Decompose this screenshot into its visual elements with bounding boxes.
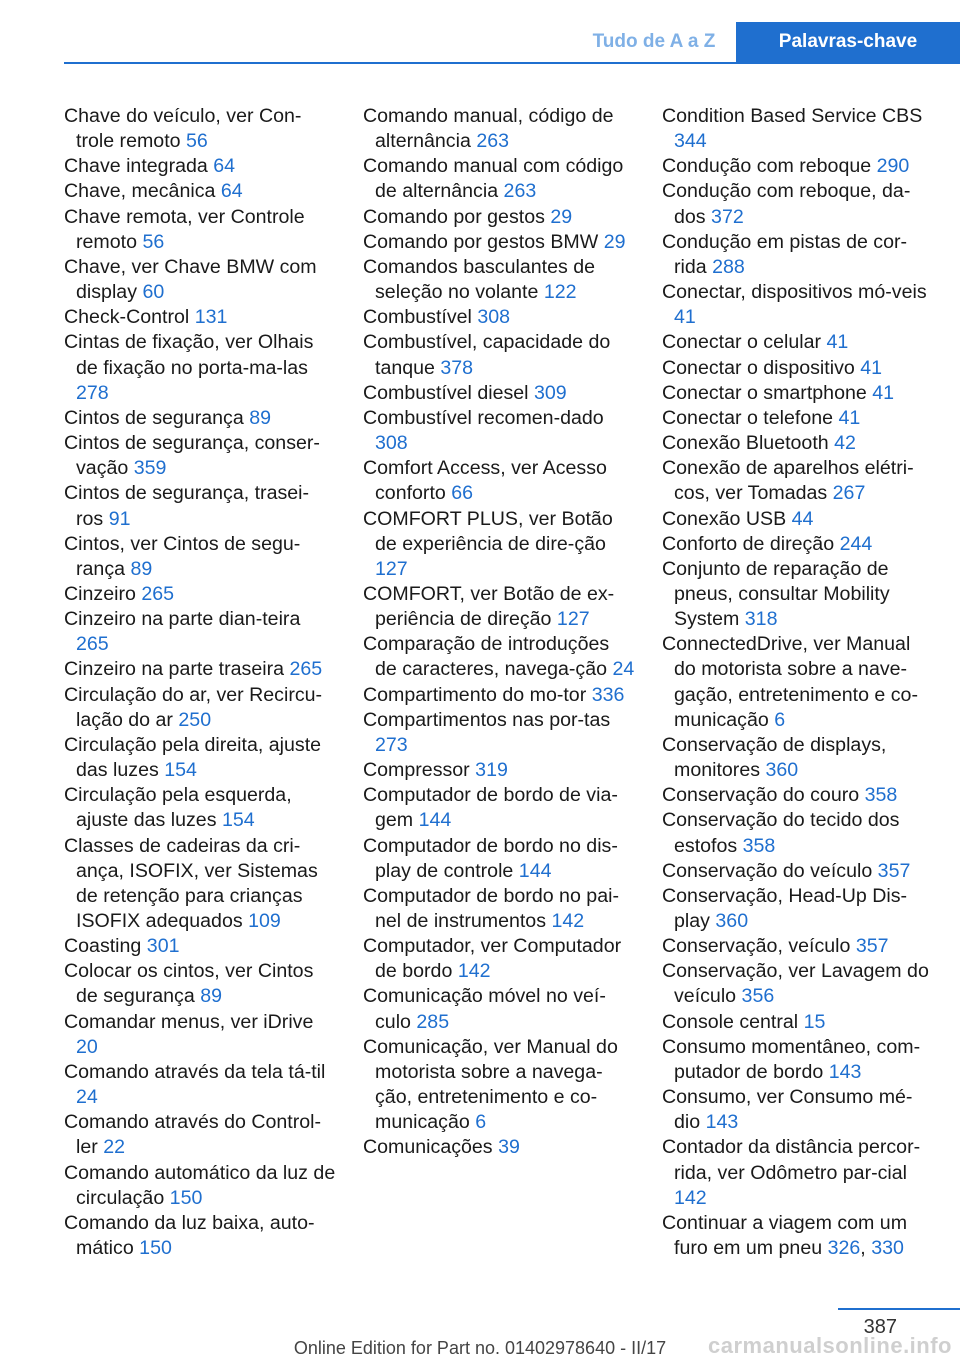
index-entry xyxy=(662,280,936,330)
index-entry xyxy=(662,356,936,381)
index-entry-text: Cinzeiro xyxy=(64,582,136,605)
index-entry xyxy=(64,1010,336,1060)
index-entry xyxy=(64,934,336,959)
page-link[interactable]: 154 xyxy=(221,809,255,832)
page-link[interactable]: 41 xyxy=(674,306,696,329)
page-link[interactable]: 89 xyxy=(130,557,153,580)
page-link[interactable]: 265 xyxy=(141,582,175,605)
index-entry xyxy=(363,255,635,305)
index-entry-text: Condução com reboque, da-dos xyxy=(662,180,911,228)
index-entry xyxy=(363,758,635,783)
index-entry xyxy=(64,834,336,935)
index-entry-text: Conservação, veículo xyxy=(662,935,851,958)
index-entry xyxy=(363,205,635,230)
index-entry xyxy=(64,179,336,204)
page-link[interactable]: 89 xyxy=(249,406,271,429)
page-link[interactable]: 290 xyxy=(876,155,910,178)
page-link[interactable]: 288 xyxy=(712,255,745,278)
page-link[interactable]: 150 xyxy=(139,1237,172,1260)
index-entry xyxy=(662,230,936,280)
index-entry xyxy=(363,1035,635,1136)
index-entry xyxy=(662,154,936,179)
page-link[interactable]: 273 xyxy=(375,733,408,756)
page-number: 387 xyxy=(863,1316,897,1338)
index-entry xyxy=(363,154,635,204)
page-link[interactable]: 64 xyxy=(213,155,236,178)
page-link[interactable]: 244 xyxy=(839,532,873,555)
index-entry xyxy=(662,431,936,456)
index-entry-text: Comunicação móvel no veí-culo xyxy=(363,985,606,1033)
subsection-tab[interactable]: Palavras-chave xyxy=(736,22,960,62)
index-entry xyxy=(363,582,635,632)
index-entry xyxy=(64,205,336,255)
index-entry xyxy=(64,305,336,330)
index-entry-text: Coasting xyxy=(64,935,142,958)
index-entry-text: Condução em pistas de cor-rida xyxy=(662,230,908,278)
index-entry-text: Consumo, ver Consumo mé-dio xyxy=(662,1086,913,1134)
index-entry-text: Compartimento do mo-tor xyxy=(363,683,587,706)
page-link[interactable]: 144 xyxy=(518,859,552,882)
index-entry xyxy=(363,783,635,833)
index-entry-text: Conectar o celular xyxy=(662,331,822,354)
index-entry-text: Comunicação, ver Manual do motorista sobre a navega-ção, entretenimento e co-municação xyxy=(363,1035,618,1134)
index-entry xyxy=(363,884,635,934)
index-entry-text: ConnectedDrive, ver Manual do motorista sobre a nave-gação, entretenimento e co-municação xyxy=(662,633,918,731)
page-link[interactable]: 144 xyxy=(418,809,452,832)
index-entry-text: Comfort Access, ver Acesso conforto xyxy=(363,457,607,505)
page-link[interactable]: 263 xyxy=(503,180,537,203)
page-link[interactable]: 360 xyxy=(765,759,799,782)
index-entry-text: Circulação pela direita, ajuste das luzes xyxy=(64,733,322,782)
page-link[interactable]: 143 xyxy=(828,1060,862,1083)
index-entry xyxy=(662,859,936,884)
page-link[interactable]: 360 xyxy=(715,910,749,932)
page-link[interactable]: 131 xyxy=(194,306,228,329)
index-entry xyxy=(363,632,635,682)
page-link[interactable]: 356 xyxy=(741,985,775,1008)
index-entry-text: Combustível recomen-dado xyxy=(363,406,604,429)
page-link[interactable]: 41 xyxy=(872,381,895,404)
index-entry-text: Contador da distância percor-rida, ver Odômetro par-cial xyxy=(662,1136,921,1184)
index-entry-text: Computador de bordo no pai-nel de instrumentos xyxy=(363,884,619,932)
page-link[interactable]: 39 xyxy=(498,1136,520,1159)
index-entry-text: Comando manual, código de alternância xyxy=(363,105,614,153)
page-link[interactable]: 56 xyxy=(186,130,208,153)
index-entry xyxy=(64,783,336,833)
index-entry-text: Computador de bordo de via-gem xyxy=(363,784,618,832)
index-entry-text: Comunicações xyxy=(363,1136,493,1159)
page-link[interactable]: 41 xyxy=(838,406,861,429)
index-entry-text: Comando manual com código de alternância xyxy=(363,155,624,203)
index-entry-text: Conexão Bluetooth xyxy=(662,432,829,455)
index-entry xyxy=(64,431,336,481)
index-entry xyxy=(64,1110,336,1160)
index-entry-text: Compressor xyxy=(363,759,470,782)
index-entry xyxy=(662,381,936,406)
index-entry-text: Combustível xyxy=(363,306,472,329)
page-link[interactable]: 150 xyxy=(169,1186,203,1209)
index-entry xyxy=(64,683,336,733)
index-entry-text: COMFORT, ver Botão de ex-periência de direção xyxy=(363,582,615,631)
page-link[interactable]: 41 xyxy=(860,356,883,379)
index-entry xyxy=(662,179,936,229)
index-entry-text: Comando por gestos BMW xyxy=(363,230,599,253)
index-entry-text: Conjunto de reparação de pneus, consultar Mobility System xyxy=(662,557,890,631)
page-link[interactable]: 122 xyxy=(543,281,577,304)
index-entry-text: Conservação do tecido dos estofos xyxy=(662,809,900,857)
page-link[interactable]: 24 xyxy=(612,658,635,681)
page-link[interactable]: 142 xyxy=(457,960,491,983)
index-entry-text: Cintos de segurança, conser-vação xyxy=(64,432,320,480)
index-entry-text: Conectar o smartphone xyxy=(662,381,867,404)
index-entry xyxy=(662,104,936,154)
page-link[interactable]: 344 xyxy=(674,130,707,153)
index-entry-text: Chave do veículo, ver Con-trole remoto xyxy=(64,105,302,153)
page-link[interactable]: 336 xyxy=(591,683,625,706)
index-entry-text: Cinzeiro na parte traseira xyxy=(64,658,284,681)
page-link[interactable]: 250 xyxy=(178,708,212,731)
page-link[interactable]: 64 xyxy=(220,180,243,203)
page-link[interactable]: 89 xyxy=(200,985,222,1008)
page-link[interactable]: 20 xyxy=(76,1035,98,1058)
index-entry xyxy=(662,783,936,808)
index-column-1 xyxy=(64,104,336,1261)
index-entry xyxy=(363,381,635,406)
index-entry-text: Comandar menus, ver iDrive xyxy=(64,1010,314,1033)
index-entry-text: Conservação, ver Lavagem do veículo xyxy=(662,960,929,1008)
index-entry-text: Computador de bordo no dis-play de controle xyxy=(363,834,618,882)
index-entry-text: Conexão USB xyxy=(662,507,787,530)
page-link[interactable]: 56 xyxy=(142,230,165,253)
index-entry-text: Chave, ver Chave BMW com display xyxy=(64,255,317,304)
index-entry: Continuar a viagem com um furo em um pneu 326, 330 xyxy=(662,1211,908,1260)
index-entry-text: Cinzeiro na parte dian-teira xyxy=(64,608,301,631)
index-entry-text: Conservação do veículo xyxy=(662,859,873,882)
page-link[interactable]: 29 xyxy=(550,205,573,228)
index-column-3 xyxy=(662,104,936,1261)
index-entry xyxy=(662,959,936,1009)
index-entry xyxy=(64,481,336,531)
section-tab[interactable]: Tudo de A a Z xyxy=(592,31,716,52)
index-entry xyxy=(363,507,635,582)
index-entry xyxy=(662,557,936,632)
index-entry-text: Circulação pela esquerda, ajuste das luzes xyxy=(64,784,292,832)
index-entry xyxy=(662,406,936,431)
page-link[interactable]: 318 xyxy=(744,608,778,631)
header-rule xyxy=(64,62,960,64)
index-entry xyxy=(64,330,336,405)
page-link[interactable]: 263 xyxy=(476,130,510,153)
index-entry xyxy=(363,1135,635,1160)
index-entry-text: Conservação de displays, monitores xyxy=(662,733,887,782)
watermark-text: carmanualsonline.info xyxy=(708,1333,952,1358)
index-entry xyxy=(64,255,336,305)
page-link[interactable]: 15 xyxy=(803,1010,826,1033)
page-link[interactable]: 127 xyxy=(556,608,590,631)
index-entry-text: Comando por gestos xyxy=(363,205,545,228)
page-link[interactable]: 127 xyxy=(375,557,408,580)
index-entry xyxy=(363,834,635,884)
page-link[interactable]: 142 xyxy=(674,1186,707,1209)
page-link[interactable]: 66 xyxy=(451,482,474,505)
index-entry xyxy=(662,507,936,532)
index-entry xyxy=(662,632,936,733)
page-link[interactable]: 42 xyxy=(834,432,856,455)
index-entry-text: Circulação do ar, ver Recircu-lação do ar xyxy=(64,683,323,731)
page-link[interactable]: 154 xyxy=(164,759,197,782)
page-link[interactable]: 358 xyxy=(742,834,776,857)
page-link[interactable]: 143 xyxy=(705,1111,739,1134)
page-link[interactable]: 24 xyxy=(76,1086,98,1109)
page-link[interactable]: 265 xyxy=(289,658,323,681)
page-link[interactable]: 278 xyxy=(76,381,109,404)
index-entry-text: Compartimentos nas por-tas xyxy=(363,708,611,731)
page-link[interactable]: 319 xyxy=(475,759,508,782)
index-entry xyxy=(662,884,936,934)
page-link[interactable]: 308 xyxy=(375,432,408,455)
page-link[interactable]: 265 xyxy=(76,633,109,656)
index-entry-text: Computador, ver Computador de bordo xyxy=(363,935,622,983)
index-entry xyxy=(662,808,936,858)
index-entry xyxy=(363,984,635,1034)
index-entry xyxy=(64,657,336,682)
index-entry-text: Comparação de introduções de caracteres, navega-ção xyxy=(363,633,610,681)
index-entry xyxy=(662,532,936,557)
index-entry xyxy=(64,532,336,582)
index-entry-text: Comando automático da luz de circulação xyxy=(64,1161,336,1209)
index-entry-text: Chave integrada xyxy=(64,155,208,178)
index-entry xyxy=(662,456,936,506)
footer-edition: Online Edition for Part no. 01402978640 - II/17 xyxy=(293,1338,667,1358)
page-link[interactable]: 91 xyxy=(108,507,131,530)
index-column-2 xyxy=(363,104,635,1161)
index-entry xyxy=(64,1211,336,1261)
index-entry-text: Combustível diesel xyxy=(363,381,529,404)
page-link[interactable]: 326 xyxy=(827,1237,861,1260)
index-entry xyxy=(662,1035,936,1085)
page-link[interactable]: 109 xyxy=(248,910,281,932)
index-entry-text: Cintos, ver Cintos de segu-rança xyxy=(64,532,301,580)
index-entry xyxy=(64,582,336,607)
index-entry xyxy=(363,683,635,708)
index-entry xyxy=(64,1161,336,1211)
index-entry xyxy=(64,1060,336,1110)
page-link[interactable]: 301 xyxy=(146,935,180,958)
index-entry-text: Continuar a viagem com um furo em um pneu xyxy=(662,1211,908,1260)
index-entry-text: Cintas de fixação, ver Olhais de fixação no porta-ma-las xyxy=(64,331,314,379)
index-entry xyxy=(64,154,336,179)
index-entry-text: Conexão de aparelhos elétri-cos, ver Tomadas xyxy=(662,457,914,505)
page-link[interactable]: 6 xyxy=(774,708,786,731)
page-link[interactable]: 285 xyxy=(416,1010,450,1033)
index-entry xyxy=(64,959,336,1009)
index-entry-text: Chave, mecânica xyxy=(64,180,216,203)
page-link[interactable]: 44 xyxy=(791,507,814,530)
page-link[interactable]: 29 xyxy=(603,230,626,253)
index-entry xyxy=(363,330,635,380)
index-entry-text: Conforto de direção xyxy=(662,532,835,555)
page-link[interactable]: 267 xyxy=(832,482,866,505)
index-entry-text: Comandos basculantes de seleção no volante xyxy=(363,255,596,304)
index-entry-text: Comando da luz baixa, auto-mático xyxy=(64,1211,315,1260)
index-entry-text: Condition Based Service CBS xyxy=(662,105,923,127)
index-entry-text: Comando através do Control-ler xyxy=(64,1111,322,1159)
index-entry-text: Chave remota, ver Controle remoto xyxy=(64,205,305,253)
page-link[interactable]: 60 xyxy=(142,281,165,304)
page-link[interactable]: 41 xyxy=(826,331,849,354)
index-entry-text: Check-Control xyxy=(64,306,190,329)
page-link[interactable]: 359 xyxy=(133,457,167,480)
index-entry-text: Combustível, capacidade do tanque xyxy=(363,331,611,379)
index-entry-text: Conectar o dispositivo xyxy=(662,356,855,379)
footer-rule xyxy=(838,1308,960,1310)
index-entry xyxy=(662,330,936,355)
index-entry xyxy=(363,934,635,984)
index-entry-text: Conservação do couro xyxy=(662,784,860,807)
index-entry xyxy=(662,1135,936,1210)
page-link[interactable]: 22 xyxy=(103,1136,126,1159)
index-entry-text: Conectar, dispositivos mó-veis xyxy=(662,281,927,304)
page-link[interactable]: 330 xyxy=(871,1237,904,1260)
index-entry xyxy=(64,104,336,154)
page-link[interactable]: 357 xyxy=(877,859,911,882)
index-entry xyxy=(363,708,635,758)
page-link[interactable]: 309 xyxy=(534,381,567,404)
index-entry xyxy=(363,305,635,330)
index-entry-text: COMFORT PLUS, ver Botão de experiência de dire-ção xyxy=(363,507,613,555)
page-link[interactable]: 6 xyxy=(475,1111,487,1134)
page-link[interactable]: 357 xyxy=(855,935,889,958)
index-entry-text: Classes de cadeiras da cri-ança, ISOFIX, ver Sistemas de retenção para crianças ISOFIX adequados xyxy=(64,834,318,932)
page-link[interactable]: 308 xyxy=(477,306,511,329)
index-entry xyxy=(64,406,336,431)
index-entry-text: Consumo momentâneo, com-putador de bordo xyxy=(662,1035,921,1083)
index-entry xyxy=(64,733,336,783)
index-entry-text: Conectar o telefone xyxy=(662,406,834,429)
index-entry xyxy=(363,456,635,506)
index-entry-text: Conservação, Head-Up Dis-play xyxy=(662,884,908,932)
index-entry xyxy=(662,1085,936,1135)
page-link[interactable]: 378 xyxy=(440,356,474,379)
index-entry-text: Cintos de segurança xyxy=(64,406,244,429)
page-link[interactable]: 358 xyxy=(864,784,898,807)
index-entry-text: Comando através da tela tá-til xyxy=(64,1060,326,1083)
index-entry xyxy=(363,406,635,456)
index-entry xyxy=(363,104,635,154)
index-entry xyxy=(363,230,635,255)
index-entry xyxy=(64,607,336,657)
page-link[interactable]: 372 xyxy=(711,205,744,228)
page-link[interactable]: 142 xyxy=(551,910,585,932)
index-entry-text: Condução com reboque xyxy=(662,155,872,178)
index-entry xyxy=(662,733,936,783)
index-entry-text: Cintos de segurança, trasei-ros xyxy=(64,482,310,530)
index-entry xyxy=(662,934,936,959)
index-entry xyxy=(662,1010,936,1035)
index-entry-text: Colocar os cintos, ver Cintos de segurança xyxy=(64,960,314,1008)
index-entry-text: Console central xyxy=(662,1010,799,1033)
